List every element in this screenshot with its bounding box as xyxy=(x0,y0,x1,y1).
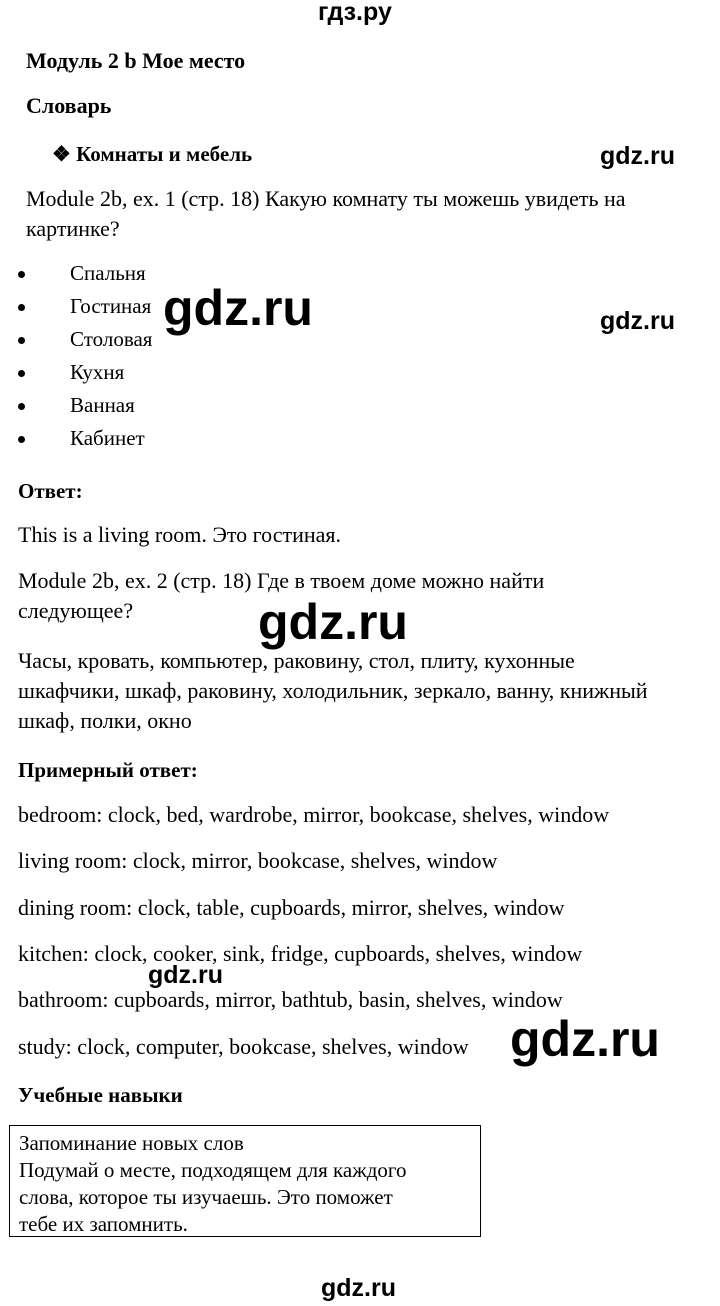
tip-box-line-1: Подумай о месте, подходящем для каждого xyxy=(19,1158,407,1182)
answer-label: Ответ: xyxy=(18,479,83,503)
rooms-list xyxy=(18,257,152,455)
watermark-3: gdz.ru xyxy=(600,307,675,335)
items-line-2: шкафчики, шкаф, раковину, холодильник, зеркало, ванну, книжный xyxy=(18,678,648,703)
vocab-heading: Словарь xyxy=(26,93,112,118)
bullet-icon xyxy=(18,370,25,377)
bullet-icon xyxy=(18,271,25,278)
module-title: Модуль 2 b Мое место xyxy=(26,48,246,73)
watermark-5: gdz.ru xyxy=(148,961,223,989)
exercise-2-line-1: Module 2b, ex. 2 (стр. 18) Где в твоем доме можно найти xyxy=(18,568,545,593)
exercise-1-line-1: Module 2b, ex. 1 (стр. 18) Какую комнату ты можешь увидеть на xyxy=(26,186,626,211)
tip-box-line-2: слова, которое ты изучаешь. Это поможет xyxy=(19,1185,393,1209)
exercise-1-question xyxy=(26,184,626,244)
diamond-bullet-icon: ❖ xyxy=(52,142,71,166)
sample-answer-2: living room: clock, mirror, bookcase, shelves, window xyxy=(18,848,498,873)
exercise-2-line-2: следующее? xyxy=(18,598,134,623)
bullet-icon xyxy=(18,337,25,344)
watermark-1: gdz.ru xyxy=(600,142,675,170)
watermark-2: gdz.ru xyxy=(163,280,313,336)
tip-box-line-3: тебе их запомнить. xyxy=(19,1212,188,1236)
sample-answer-4: kitchen: clock, cooker, sink, fridge, cupboards, shelves, window xyxy=(18,941,583,966)
exercise-1-line-2: картинке? xyxy=(26,216,120,241)
list-item: Кухня xyxy=(18,356,152,389)
bullet-icon xyxy=(18,436,25,443)
sample-answer-label: Примерный ответ: xyxy=(18,758,198,782)
list-item: Спальня xyxy=(18,257,152,290)
bullet-icon xyxy=(18,304,25,311)
watermark-4: gdz.ru xyxy=(258,594,408,650)
watermark-6: gdz.ru xyxy=(510,1011,660,1067)
subsection-heading-row xyxy=(52,139,252,169)
subsection-heading: Комнаты и мебель xyxy=(76,142,253,166)
tip-box xyxy=(9,1125,481,1237)
footer-site-label: gdz.ru xyxy=(321,1274,396,1302)
items-text xyxy=(18,646,648,736)
skills-heading: Учебные навыки xyxy=(18,1083,183,1107)
list-item: Ванная xyxy=(18,389,152,422)
list-item: Гостиная xyxy=(18,290,152,323)
sample-answer-5: bathroom: cupboards, mirror, bathtub, basin, shelves, window xyxy=(18,987,563,1012)
bullet-icon xyxy=(18,403,25,410)
sample-answer-3: dining room: clock, table, cupboards, mirror, shelves, window xyxy=(18,895,565,920)
tip-box-title: Запоминание новых слов xyxy=(19,1131,244,1155)
header-site-label: гдз.ру xyxy=(318,0,392,26)
sample-answer-1: bedroom: clock, bed, wardrobe, mirror, bookcase, shelves, window xyxy=(18,802,610,827)
answer-text: This is a living room. Это гостиная. xyxy=(18,522,342,547)
items-line-1: Часы, кровать, компьютер, раковину, стол, плиту, кухонные xyxy=(18,648,575,673)
list-item: Столовая xyxy=(18,323,152,356)
list-item: Кабинет xyxy=(18,422,152,455)
sample-answer-6: study: clock, computer, bookcase, shelves, window xyxy=(18,1034,469,1059)
items-line-3: шкаф, полки, окно xyxy=(18,708,192,733)
